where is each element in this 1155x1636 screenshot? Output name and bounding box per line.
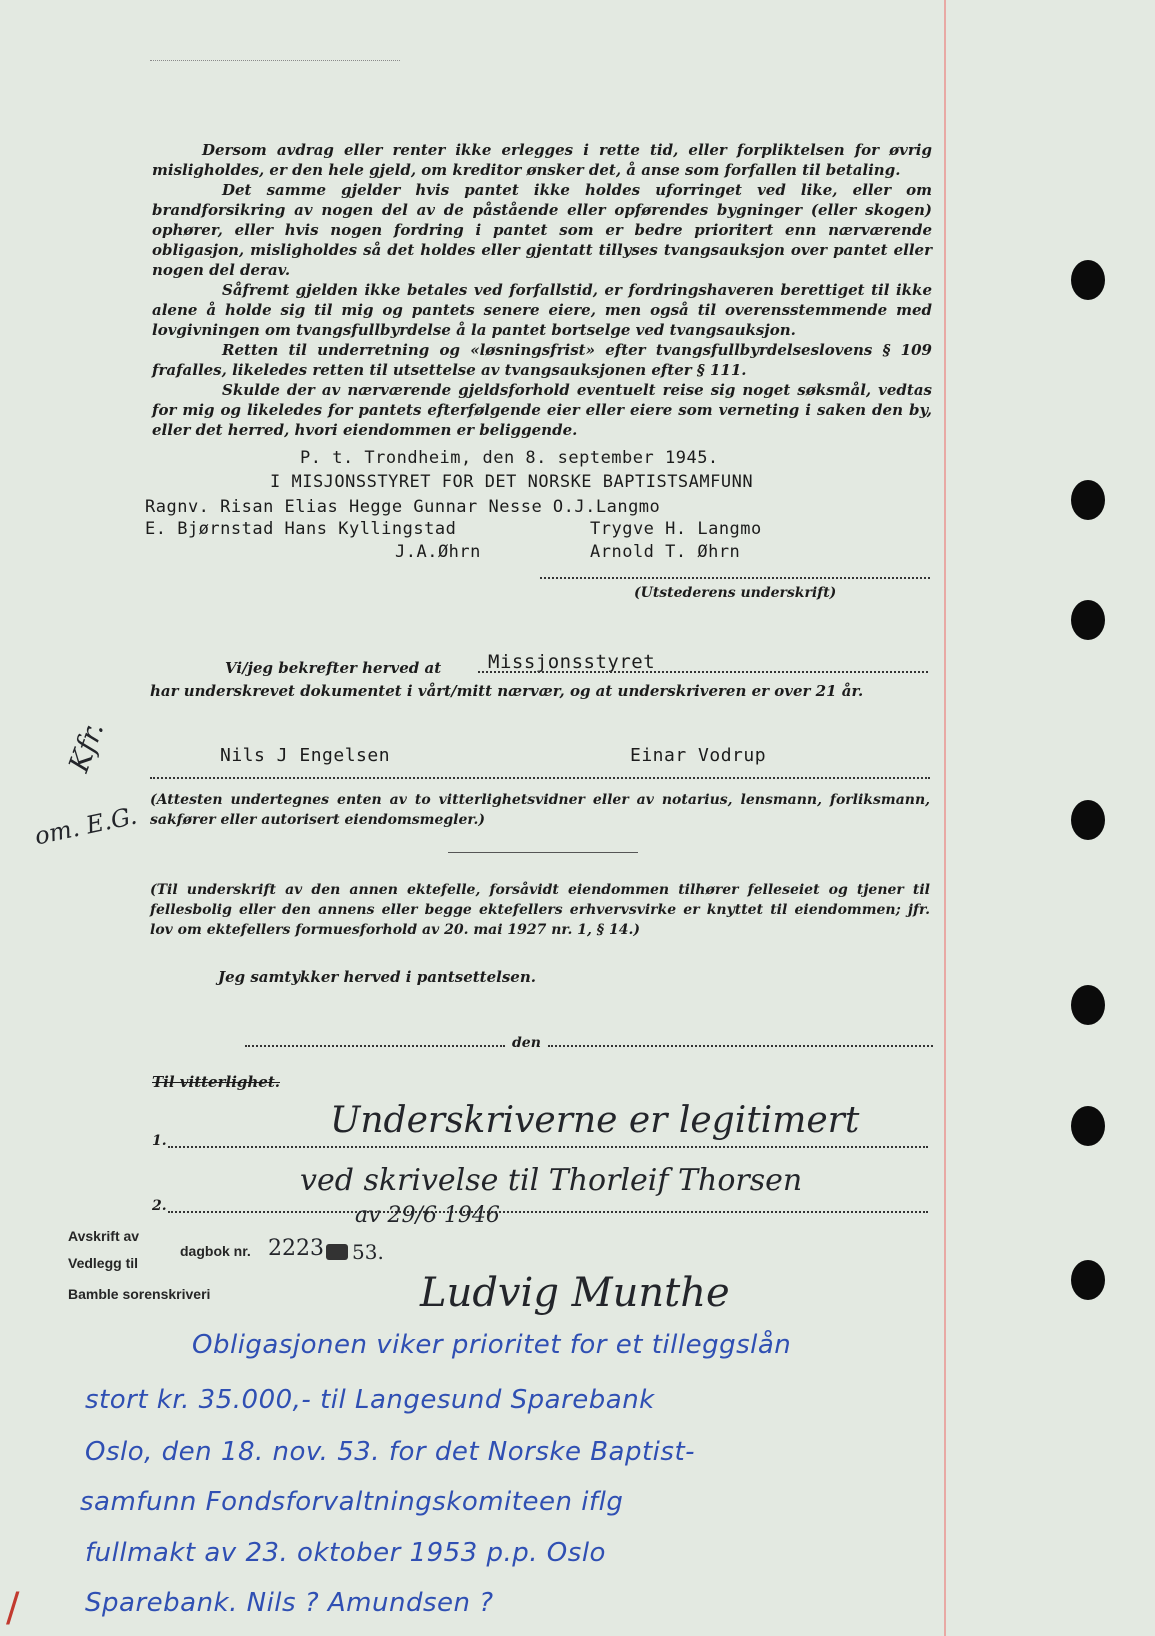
- separator-line: [448, 852, 638, 853]
- stamp-year: 53.: [352, 1240, 384, 1264]
- vitterlighet-line-1: [168, 1146, 928, 1148]
- stamp-ink-blot: [326, 1244, 348, 1260]
- witness-line: [150, 777, 930, 779]
- signatures-row-1: Ragnv. Risan Elias Hegge Gunnar Nesse O.J.Langmo: [145, 497, 661, 517]
- handwritten-line-1: Underskriverne er legitimert: [330, 1100, 860, 1141]
- conditions-text: [152, 140, 932, 440]
- stamp-dagbok: dagbok nr.: [180, 1243, 251, 1259]
- punch-hole: [1071, 600, 1105, 640]
- punch-hole: [1071, 1260, 1105, 1300]
- margin-note-kfr: Kfr.: [62, 717, 111, 777]
- stamp-avskrift: Avskrift av: [68, 1228, 140, 1244]
- punch-hole: [1071, 260, 1105, 300]
- confirmed-signer: Missjonsstyret: [488, 651, 656, 673]
- attestation-note-text: (Attesten undertegnes enten av to vitterlighetsvidner eller av notarius, lensmann, forliksmann, sakfører eller autorisert eiendomsmegler.): [150, 792, 930, 828]
- stamp-vedlegg: Vedlegg til: [68, 1255, 139, 1271]
- til-vitterlighet: Til vitterlighet.: [152, 1073, 280, 1091]
- stamp-number: 2223: [268, 1236, 324, 1261]
- blue-note-line-2: stort kr. 35.000,- til Langesund Sparebank: [85, 1385, 655, 1415]
- punch-hole: [1071, 800, 1105, 840]
- paragraph: Skulde der av nærværende gjeldsforhold eventuelt reise sig noget søksmål, vedtas for mig og likeledes for pantets efterfølgende eier eller eiere som verneting i saken den by, eller det herred, hvori eiendommen er beliggende.: [152, 381, 932, 439]
- consent-line: Jeg samtykker herved i pantsettelsen.: [218, 968, 536, 986]
- punch-hole: [1071, 1106, 1105, 1146]
- witness-number-2: 2.: [152, 1198, 167, 1214]
- confirm-prefix: Vi/jeg bekrefter herved at: [225, 659, 442, 677]
- blue-note-line-3: Oslo, den 18. nov. 53. for det Norske Baptist-: [85, 1437, 696, 1467]
- signatures-row-3a: J.A.Øhrn: [395, 542, 481, 562]
- consent-signature-line: [245, 1045, 505, 1047]
- signatures-row-2b: Trygve H. Langmo: [590, 519, 762, 539]
- margin-note-initials: om. E.G.: [32, 801, 140, 851]
- punch-hole: [1071, 985, 1105, 1025]
- issuer-signature-line: [540, 577, 930, 579]
- blue-note-line-6: Sparebank. Nils ? Amundsen ?: [85, 1588, 494, 1618]
- witness-2: Einar Vodrup: [630, 745, 767, 766]
- blue-note-line-4: samfunn Fondsforvaltningskomiteen iflg: [80, 1487, 624, 1517]
- paragraph: Dersom avdrag eller renter ikke erlegges i rette tid, eller forpliktelsen for øvrig misligholdes, er den hele gjeld, om kreditor ønsker det, å anse som forfallen til betaling.: [152, 141, 932, 179]
- paragraph: Såfremt gjelden ikke betales ved forfallstid, er fordringshaveren berettiget til ikke alene å holde sig til mig og pantets senere eiere, men også til overensstemmende med lovgivningen om tvangsfullbyrdelse å la pantet bortselge ved tvangsauksjon.: [152, 281, 932, 339]
- consent-date-line: [548, 1045, 933, 1047]
- organization-name: I MISJONSSTYRET FOR DET NORSKE BAPTISTSAMFUNN: [270, 472, 754, 492]
- blue-note-line-1: Obligasjonen viker prioritet for et tilleggslån: [192, 1330, 792, 1360]
- paragraph: Retten til underretning og «løsningsfrist» efter tvangsfullbyrdelseslovens § 109 frafalles, likeledes retten til utsettelse av tvangsauksjonen efter § 111.: [152, 341, 932, 379]
- handwritten-date: av 29/6 1946: [355, 1203, 500, 1228]
- margin-rule: [944, 0, 946, 1636]
- witness-number-1: 1.: [152, 1133, 167, 1149]
- spouse-note: [150, 880, 930, 940]
- handwritten-signature: Ludvig Munthe: [420, 1270, 730, 1316]
- signer-line: [478, 671, 928, 673]
- signatures-row-3b: Arnold T. Øhrn: [590, 542, 741, 562]
- stamp-office: Bamble sorenskriveri: [68, 1286, 211, 1302]
- den-label: den: [512, 1035, 541, 1051]
- place-date: P. t. Trondheim, den 8. september 1945.: [300, 448, 719, 468]
- handwritten-line-2: ved skrivelse til Thorleif Thorsen: [300, 1163, 803, 1198]
- signatures-row-2a: E. Bjørnstad Hans Kyllingstad: [145, 519, 457, 539]
- header-rule: [150, 60, 400, 61]
- punch-hole: [1071, 480, 1105, 520]
- attestation-note: [150, 790, 930, 830]
- paragraph: Det samme gjelder hvis pantet ikke holdes uforringet ved like, eller om brandforsikring av nogen del av de påstående eller opførendes bygninger (eller skogen) ophører, eller hvis nogen fordring i pantet som er bedre prioritert enn nærværende obligasjon, misligholdes så det holdes eller gjentatt tillyses tvangsauksjon over pantet eller nogen del derav.: [152, 181, 932, 279]
- spouse-note-text: (Til underskrift av den annen ektefelle, forsåvidt eiendommen tilhører felleseiet og tjener til fellesbolig eller den annens eller begge ektefellers erhvervsvirke er knyttet til eiendommen; jfr. lov om ektefellers formuesforhold av 20. mai 1927 nr. 1, § 14.): [150, 882, 930, 938]
- vitterlighet-line-2: [168, 1211, 928, 1213]
- issuer-signature-label: (Utstederens underskrift): [634, 585, 837, 601]
- blue-note-line-5: fullmakt av 23. oktober 1953 p.p. Oslo: [85, 1538, 606, 1568]
- red-check-mark: /: [6, 1585, 20, 1631]
- witness-1: Nils J Engelsen: [220, 745, 391, 766]
- confirm-line-2: har underskrevet dokumentet i vårt/mitt nærvær, og at underskriveren er over 21 år.: [150, 682, 864, 700]
